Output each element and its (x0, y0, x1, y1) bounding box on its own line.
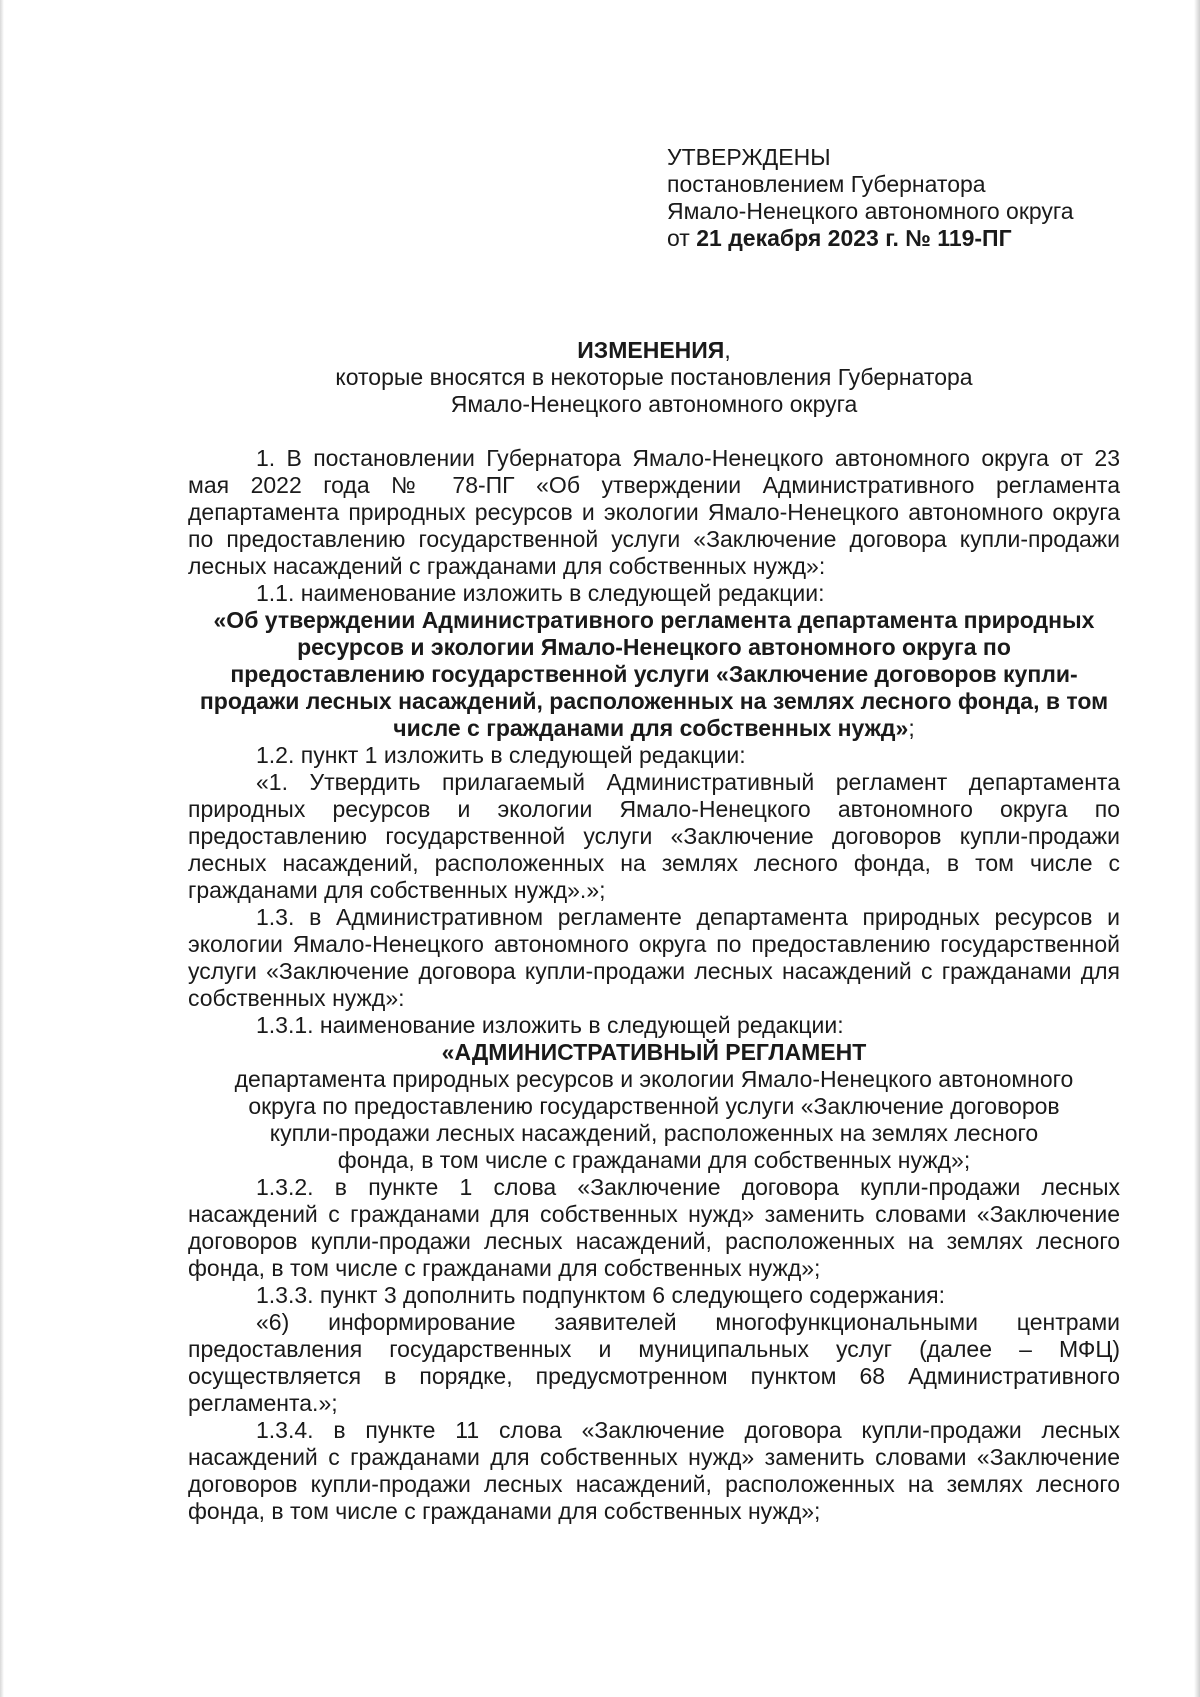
paragraph-1: 1. В постановлении Губернатора Ямало-Ненецкого автономного округа от 23 мая 2022 года № 78-ПГ «Об утверждении Административного регламента департамента природных ресурсов и экологии Ямало-Ненецкого автономного округа по предоставлению государственной услуги «Заключение договора купли-продажи лесных насаждений с гражданами для собственных нужд»: (188, 445, 1120, 579)
paragraph-1-1-quote (188, 607, 1120, 742)
regulation-line-4: фонда, в том числе с гражданами для собственных нужд»; (337, 1147, 971, 1173)
paragraph-1-3-4: 1.3.4. в пункте 11 слова «Заключение договора купли-продажи лесных насаждений с гражданами для собственных нужд» заменить словами «Заключение договоров купли-продажи лесных насаждений, расположенных на землях лесного фонда, в том числе с гражданами для собственных нужд»; (188, 1417, 1120, 1524)
paragraph-1-3-3-quote: «6) информирование заявителей многофункциональными центрами предоставления государственных и муниципальных услуг (далее – МФЦ) осуществляется в порядке, предусмотренном пунктом 68 Административного регламента.»; (188, 1309, 1120, 1416)
paragraph-1-1-quote-text: «Об утверждении Административного регламента департамента природных ресурсов и экологии Ямало-Ненецкого автономного округа по предоставлению государственной услуги «Заключение договоров купли-продажи лесных насаждений, расположенных на землях лесного фонда, в том числе с гражданами для собственных нужд» (199, 607, 1109, 741)
paragraph-1-1-quote-end: ; (908, 715, 915, 741)
document-title-text: ИЗМЕНЕНИЯ (577, 337, 725, 363)
approval-title: УТВЕРЖДЕНЫ (667, 144, 831, 170)
document-title (188, 337, 1120, 364)
paragraph-1-1: 1.1. наименование изложить в следующей редакции: (256, 580, 825, 606)
page-right-edge (1194, 0, 1200, 1697)
paragraph-1-3: 1.3. в Административном регламенте департамента природных ресурсов и экологии Ямало-Ненецкого автономного округа по предоставлению государственной услуги «Заключение договора купли-продажи лесных насаждений с гражданами для собственных нужд»: (188, 904, 1120, 1011)
regulation-line-2: округа по предоставлению государственной услуги «Заключение договоров (248, 1093, 1060, 1119)
paragraph-1-3-2: 1.3.2. в пункте 1 слова «Заключение договора купли-продажи лесных насаждений с гражданами для собственных нужд» заменить словами «Заключение договоров купли-продажи лесных насаждений, расположенных на землях лесного фонда, в том числе с гражданами для собственных нужд»; (188, 1174, 1120, 1281)
paragraph-1-2-quote: «1. Утвердить прилагаемый Административный регламент департамента природных ресурсов и экологии Ямало-Ненецкого автономного округа по предоставлению государственной услуги «Заключение договоров купли-продажи лесных насаждений, расположенных на землях лесного фонда, в том числе с гражданами для собственных нужд».»; (188, 769, 1120, 903)
approval-line-2: Ямало-Ненецкого автономного округа (667, 198, 1074, 224)
paragraph-1-2: 1.2. пункт 1 изложить в следующей редакции: (256, 742, 746, 768)
paragraph-1-3-1: 1.3.1. наименование изложить в следующей редакции: (256, 1012, 844, 1038)
regulation-title: «АДМИНИСТРАТИВНЫЙ РЕГЛАМЕНТ (441, 1039, 867, 1065)
approval-line-1: постановлением Губернатора (667, 171, 986, 197)
paragraph-1-3-3: 1.3.3. пункт 3 дополнить подпунктом 6 следующего содержания: (256, 1282, 945, 1308)
approval-block (667, 144, 1167, 252)
document-header (188, 337, 1120, 418)
approval-line-3 (667, 225, 1167, 252)
approval-date-prefix: от (667, 225, 697, 251)
document-body (188, 337, 1120, 1525)
document-title-suffix: , (724, 337, 731, 363)
page-left-edge (0, 0, 4, 1697)
regulation-line-3: купли-продажи лесных насаждений, расположенных на землях лесного (269, 1120, 1039, 1146)
document-subtitle-1: которые вносятся в некоторые постановления Губернатора (335, 364, 973, 390)
regulation-line-1: департамента природных ресурсов и экологии Ямало-Ненецкого автономного (234, 1066, 1074, 1092)
document-subtitle-2: Ямало-Ненецкого автономного округа (450, 391, 858, 417)
approval-date: 21 декабря 2023 г. № 119-ПГ (696, 225, 1012, 251)
